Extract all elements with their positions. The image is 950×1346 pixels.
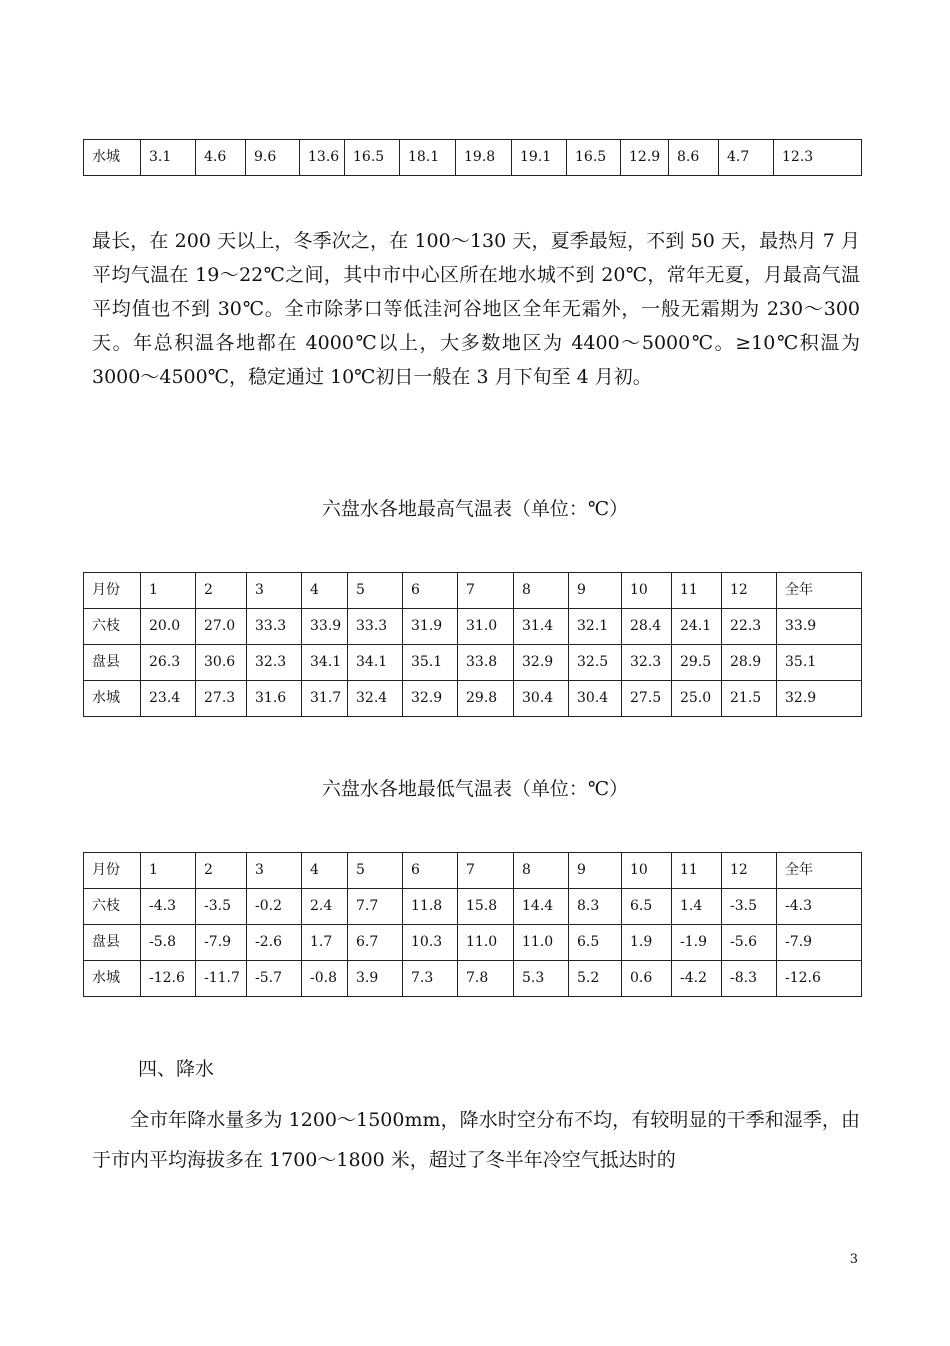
- table-cell: 30.4: [569, 681, 622, 717]
- table-cell: 20.0: [141, 609, 196, 645]
- table-cell: 30.4: [514, 681, 569, 717]
- table-cell: 8.3: [569, 889, 622, 925]
- table-cell: 27.5: [622, 681, 672, 717]
- table-cell: 1.4: [672, 889, 722, 925]
- table-cell: 33.3: [247, 609, 302, 645]
- table-cell: 18.1: [400, 140, 456, 176]
- table-cell: 33.8: [458, 645, 514, 681]
- header-cell: 8: [514, 853, 569, 889]
- table-cell: 5.2: [569, 961, 622, 997]
- header-cell: 3: [247, 573, 302, 609]
- header-cell: 5: [348, 573, 403, 609]
- table-cell: 14.4: [514, 889, 569, 925]
- table-cell: 19.8: [456, 140, 512, 176]
- table-cell: -12.6: [141, 961, 196, 997]
- table-cell: 29.8: [458, 681, 514, 717]
- table-row: [84, 961, 862, 997]
- table-cell: -4.3: [141, 889, 196, 925]
- table-cell: 33.9: [777, 609, 862, 645]
- table-cell: 35.1: [403, 645, 458, 681]
- table-cell: -0.8: [302, 961, 348, 997]
- table-cell: 32.5: [569, 645, 622, 681]
- table-cell: 19.1: [512, 140, 567, 176]
- header-cell: 9: [569, 853, 622, 889]
- min-temp-table: [83, 852, 862, 997]
- table-cell: 1.7: [302, 925, 348, 961]
- header-cell: 8: [514, 573, 569, 609]
- min-table-caption: 六盘水各地最低气温表（单位：℃）: [321, 778, 629, 800]
- table-cell: 11.0: [514, 925, 569, 961]
- table-cell: 32.1: [569, 609, 622, 645]
- header-cell: 11: [672, 853, 722, 889]
- table-cell: 11.0: [458, 925, 514, 961]
- header-cell: 10: [622, 573, 672, 609]
- section-heading: 四、降水: [138, 1058, 215, 1080]
- table-cell: 31.7: [302, 681, 348, 717]
- header-cell: 2: [196, 853, 247, 889]
- table-cell: 30.6: [196, 645, 247, 681]
- table-cell: 5.3: [514, 961, 569, 997]
- header-cell: 1: [141, 573, 196, 609]
- table-cell: 32.3: [622, 645, 672, 681]
- header-cell: 7: [458, 573, 514, 609]
- table-cell: 3.9: [348, 961, 403, 997]
- header-cell: 10: [622, 853, 672, 889]
- header-cell: 月份: [84, 853, 141, 889]
- table-cell: 33.3: [348, 609, 403, 645]
- table-cell: 32.9: [514, 645, 569, 681]
- table-header-row: [84, 853, 862, 889]
- table-cell: 水城: [84, 681, 141, 717]
- table-cell: 34.1: [302, 645, 348, 681]
- table-cell: 35.1: [777, 645, 862, 681]
- top-table: [83, 139, 862, 176]
- header-cell: 4: [302, 853, 348, 889]
- table-cell: 3.1: [141, 140, 196, 176]
- header-cell: 9: [569, 573, 622, 609]
- table-cell: 32.9: [403, 681, 458, 717]
- table-cell: 31.6: [247, 681, 302, 717]
- table-cell: -7.9: [196, 925, 247, 961]
- table-cell: 16.5: [345, 140, 400, 176]
- table-cell: 盘县: [84, 645, 141, 681]
- header-cell: 5: [348, 853, 403, 889]
- body-paragraph: 最长，在 200 天以上，冬季次之，在 100～130 天，夏季最短，不到 50 天，最热月 7 月平均气温在 19～22℃之间，其中市中心区所在地水城不到 20℃，常年无夏，月最高气温平均值也不到 30℃。全市除茅口等低洼河谷地区全年无霜外，一般无霜期为 230～300 天。年总积温各地都在 4000℃以上，大多数地区为 4400～5000℃。≥10℃积温为 3000～4500℃，稳定通过 10℃初日一般在 3 月下旬至 4 月初。: [92, 230, 860, 388]
- table-cell: 7.7: [348, 889, 403, 925]
- header-cell: 全年: [777, 853, 862, 889]
- table-cell: 26.3: [141, 645, 196, 681]
- table-cell: 4.7: [719, 140, 774, 176]
- table-cell: 32.4: [348, 681, 403, 717]
- table-cell: 六枝: [84, 609, 141, 645]
- table-cell: 1.9: [622, 925, 672, 961]
- table-row: [84, 925, 862, 961]
- table-cell: -4.3: [777, 889, 862, 925]
- table-cell: 16.5: [567, 140, 621, 176]
- header-cell: 6: [403, 573, 458, 609]
- max-table-caption: 六盘水各地最高气温表（单位：℃）: [321, 498, 629, 520]
- table-cell: 水城: [84, 961, 141, 997]
- header-cell: 11: [672, 573, 722, 609]
- table-cell: 2.4: [302, 889, 348, 925]
- table-row: [84, 140, 862, 176]
- header-cell: 全年: [777, 573, 862, 609]
- table-cell: -4.2: [672, 961, 722, 997]
- page-number: 3: [849, 1252, 858, 1267]
- table-header-row: [84, 573, 862, 609]
- table-cell: 15.8: [458, 889, 514, 925]
- table-cell: 25.0: [672, 681, 722, 717]
- table-row: [84, 681, 862, 717]
- table-cell: 29.5: [672, 645, 722, 681]
- table-cell: 7.8: [458, 961, 514, 997]
- table-cell: 6.7: [348, 925, 403, 961]
- table-cell: 六枝: [84, 889, 141, 925]
- table-cell: -12.6: [777, 961, 862, 997]
- header-cell: 12: [722, 853, 777, 889]
- table-cell: 27.3: [196, 681, 247, 717]
- table-cell: 盘县: [84, 925, 141, 961]
- header-cell: 7: [458, 853, 514, 889]
- table-cell: 32.9: [777, 681, 862, 717]
- table-cell: 28.9: [722, 645, 777, 681]
- table-cell: 21.5: [722, 681, 777, 717]
- table-cell: -2.6: [247, 925, 302, 961]
- header-cell: 1: [141, 853, 196, 889]
- table-cell: 13.6: [300, 140, 345, 176]
- header-cell: 2: [196, 573, 247, 609]
- table-cell: -1.9: [672, 925, 722, 961]
- table-cell: 12.3: [774, 140, 862, 176]
- header-cell: 4: [302, 573, 348, 609]
- table-cell: 12.9: [621, 140, 669, 176]
- header-cell: 6: [403, 853, 458, 889]
- table-cell: -8.3: [722, 961, 777, 997]
- table-cell: 23.4: [141, 681, 196, 717]
- max-temp-table: [83, 572, 862, 717]
- table-cell: 4.6: [196, 140, 246, 176]
- table-cell: 33.9: [302, 609, 348, 645]
- header-cell: 12: [722, 573, 777, 609]
- table-cell: 31.4: [514, 609, 569, 645]
- table-cell: 27.0: [196, 609, 247, 645]
- table-cell: 6.5: [622, 889, 672, 925]
- table-cell: -7.9: [777, 925, 862, 961]
- table-cell: -3.5: [722, 889, 777, 925]
- table-cell: -3.5: [196, 889, 247, 925]
- table-cell: 6.5: [569, 925, 622, 961]
- table-cell: 32.3: [247, 645, 302, 681]
- table-cell: -11.7: [196, 961, 247, 997]
- table-cell: 31.9: [403, 609, 458, 645]
- table-cell: 0.6: [622, 961, 672, 997]
- table-cell: -5.7: [247, 961, 302, 997]
- table-cell: 水城: [84, 140, 141, 176]
- table-row: [84, 889, 862, 925]
- body-paragraph: 全市年降水量多为 1200～1500mm，降水时空分布不均，有较明显的干季和湿季，由于市内平均海拔多在 1700～1800 米，超过了冬半年冷空气抵达时的: [92, 1109, 860, 1171]
- table-cell: 34.1: [348, 645, 403, 681]
- table-cell: 22.3: [722, 609, 777, 645]
- table-cell: 11.8: [403, 889, 458, 925]
- table-cell: 9.6: [246, 140, 300, 176]
- table-cell: -0.2: [247, 889, 302, 925]
- table-cell: 7.3: [403, 961, 458, 997]
- table-row: [84, 609, 862, 645]
- table-cell: -5.6: [722, 925, 777, 961]
- table-row: [84, 645, 862, 681]
- header-cell: 月份: [84, 573, 141, 609]
- table-cell: -5.8: [141, 925, 196, 961]
- table-cell: 28.4: [622, 609, 672, 645]
- header-cell: 3: [247, 853, 302, 889]
- table-cell: 24.1: [672, 609, 722, 645]
- table-cell: 31.0: [458, 609, 514, 645]
- table-cell: 8.6: [669, 140, 719, 176]
- table-cell: 10.3: [403, 925, 458, 961]
